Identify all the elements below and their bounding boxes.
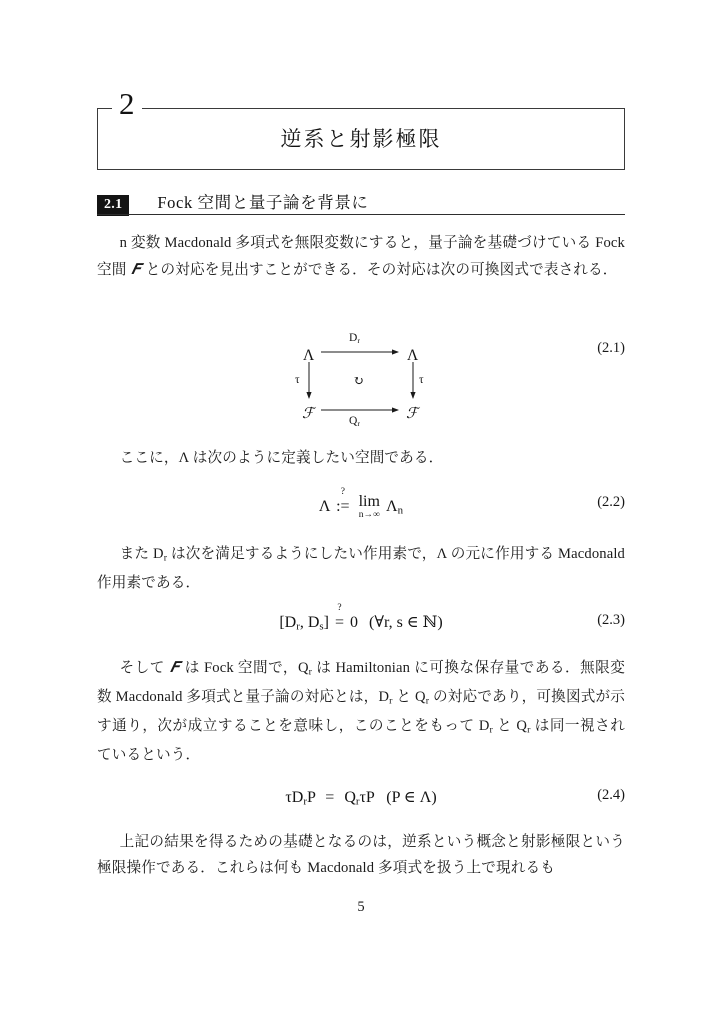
eq24-rhs-tail: τP	[359, 789, 375, 806]
diagram-node-top-left: Λ	[303, 347, 315, 364]
diagram-label-top-arrow-sub: r	[357, 335, 360, 345]
eq22-lim-sub: n→∞	[358, 510, 380, 520]
chapter-title: 逆系と射影極限	[280, 127, 442, 151]
eq24-relation-symbol: =	[325, 789, 335, 806]
paragraph-fock-correspondence: そして 𝑭 は Fock 空間で，$Q_r$ は Hamiltonian に可換な保存量である．無限変数 Macdonald 多項式と量子論の対応とは，$D_r$ と $Q_r$ の対応であり，可換図式が示す通り，次が成立することを意味し，このことをもって $D_r$ と $Q_r$ は同一視されているという．	[97, 658, 626, 763]
math-inline-dr-3: $D_r$	[478, 717, 493, 736]
paragraph-inverse-system: 上記の結果を得るための基礎となるのは，逆系という概念と射影極限という極限操作である．これらは何も Macdonald 多項式を扱う上で現れるも	[97, 834, 625, 876]
math-inline-qr-2: $Q_r$	[415, 688, 430, 707]
eq22-lim-main: lim	[358, 493, 380, 510]
eq22-relation-mark: ?	[340, 486, 345, 497]
diagram-label-top-arrow	[349, 333, 360, 345]
math-inline-qr-3: $Q_r$	[516, 717, 531, 736]
eq23-condition: (∀r, s ∈ ℕ)	[368, 614, 443, 631]
diagram-commute-icon: ↻	[353, 373, 364, 388]
equation-2-4	[97, 787, 625, 808]
diagram-label-left-arrow: τ	[295, 374, 300, 386]
diagram-node-bottom-right: ℱ	[406, 404, 418, 422]
eq23-lhs-sub2: s	[319, 620, 324, 633]
eq22-relation-symbol: :=	[336, 497, 350, 515]
eq24-lhs-tail: P	[306, 789, 316, 806]
math-inline-qr: $Q_r$	[297, 660, 313, 678]
diagram-node-bottom-left: ℱ	[302, 404, 314, 422]
equation-number-2-2: (2.2)	[597, 494, 625, 510]
diagram-label-top-arrow-text: D	[349, 332, 358, 344]
eq22-limit-operator	[359, 494, 380, 521]
section-heading	[97, 189, 625, 216]
math-inline-script-f-2: 𝑭	[170, 658, 180, 676]
eq24-rhs	[344, 789, 374, 806]
eq22-rhs-base: Λ	[386, 497, 398, 515]
eq24-lhs-sub: r	[303, 795, 307, 808]
eq23-rhs: 0	[349, 614, 358, 631]
math-inline-dr: $D_r$	[153, 546, 168, 564]
commutative-diagram	[297, 332, 425, 428]
math-inline-lambda: Λ	[178, 450, 189, 466]
eq24-rhs-base: Q	[344, 789, 356, 806]
eq23-relation-symbol: =	[334, 614, 344, 631]
section-number-badge: 2.1	[97, 195, 129, 216]
diagram-node-top-right: Λ	[407, 347, 419, 364]
equation-number-2-1: (2.1)	[597, 340, 625, 356]
math-inline-script-f: 𝑭	[131, 259, 141, 278]
diagram-label-bottom-arrow-text: Q	[349, 415, 358, 427]
equation-2-2	[97, 486, 625, 521]
equation-number-2-4: (2.4)	[597, 787, 625, 803]
equation-2-3	[97, 603, 625, 633]
eq22-lhs: Λ	[318, 497, 331, 515]
eq23-lhs-open: [D	[279, 614, 297, 631]
math-inline-n: n	[119, 235, 128, 251]
eq23-lhs-sub1: r	[296, 620, 300, 633]
eq23-lhs-mid: , D	[299, 614, 320, 631]
eq24-condition: (P ∈ Λ)	[386, 789, 437, 806]
section-title: Fock 空間と量子論を背景に	[157, 193, 369, 212]
eq23-lhs-close: ]	[323, 614, 329, 631]
paragraph-intro: n 変数 Macdonald 多項式を無限変数にすると，量子論を基礎づけている Fock 空間 𝑭 との対応を見出すことができる．その対応は次の可換図式で表される．	[97, 235, 625, 278]
diagram-label-right-arrow: τ	[419, 374, 424, 386]
eq23-relation	[334, 603, 344, 632]
paragraph-macdonald-operator: また $D_r$ は次を満足するようにしたい作用素で，Λ の元に作用する Macdonald 作用素である．	[97, 546, 625, 591]
eq24-lhs	[285, 789, 315, 806]
eq22-rhs-sub: n	[397, 504, 404, 517]
chapter-number: 2	[112, 88, 142, 119]
section-divider-rule	[97, 214, 625, 215]
equation-number-2-3: (2.3)	[597, 612, 625, 628]
math-inline-dr-2: $D_r$	[378, 688, 393, 707]
diagram-label-bottom-arrow	[349, 416, 360, 428]
eq22-relation	[336, 486, 350, 516]
eq24-rhs-sub: r	[355, 795, 360, 808]
eq23-relation-mark: ?	[337, 603, 342, 613]
diagram-label-bottom-arrow-sub: r	[357, 418, 360, 428]
equation-2-1-block	[97, 332, 625, 428]
eq24-lhs-base: τD	[285, 789, 304, 806]
eq23-lhs	[279, 614, 329, 631]
math-inline-lambda-2: Λ	[436, 546, 447, 562]
page-number: 5	[357, 899, 365, 915]
eq22-rhs	[386, 498, 403, 515]
paragraph-lambda-def: ここに，Λ は次のように定義したい空間である．	[119, 450, 444, 466]
